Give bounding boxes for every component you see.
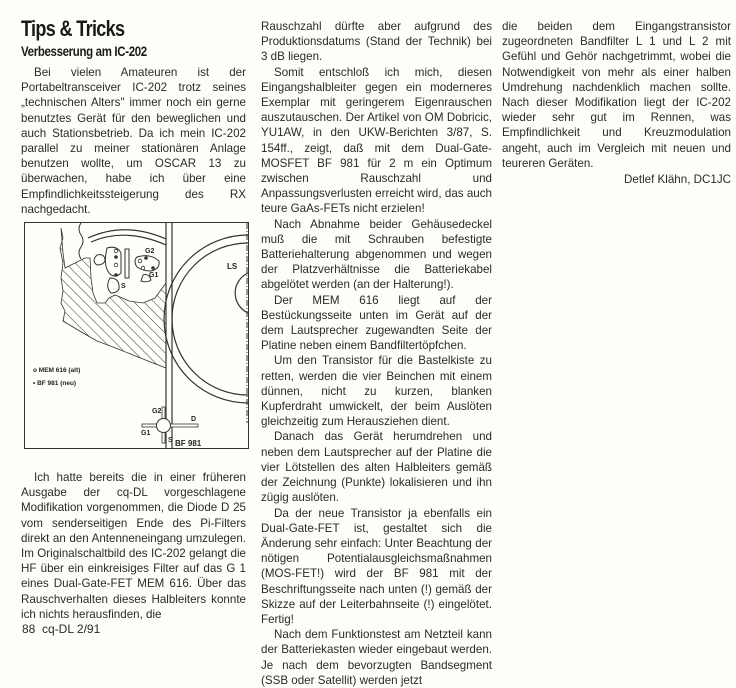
pcb-pad — [108, 278, 119, 293]
pin-new — [144, 256, 148, 260]
pin-label-s: S — [168, 437, 173, 444]
paragraph: Der MEM 616 liegt auf der Bestückungsseite unten im Gerät auf der dem Lautsprecher zugewandten Seite der Platine neben einem Bandfiltertöpfchen. — [261, 293, 492, 353]
pin-old — [114, 249, 118, 253]
pcb-pad — [94, 255, 105, 265]
pcb-pad — [105, 247, 121, 276]
pin-old — [138, 259, 142, 263]
circuit-figure — [24, 222, 249, 449]
legend-new: • BF 981 (neu) — [33, 380, 77, 387]
board-break-line — [79, 223, 83, 259]
speaker-outer-arc — [164, 235, 248, 403]
speaker-magnet-arc — [235, 273, 248, 313]
transistor-lead-g1 — [142, 424, 157, 427]
pin-label-g1: G1 — [141, 430, 151, 437]
board-pin-label-g1: G1 — [149, 272, 159, 279]
author-signature: Detlef Klähn, DC1JC — [624, 173, 731, 187]
column-1-top — [21, 65, 246, 217]
pin-new — [151, 266, 155, 270]
pin-new — [114, 273, 118, 277]
page-footer: 88 cq-DL 2/91 — [22, 622, 101, 636]
transistor-lead-d — [170, 424, 198, 427]
paragraph-continuation: Rauschzahl dürfte aber aufgrund des Produktionsdatums (Stand der Technik) bei 3 dB liegen. — [261, 20, 492, 64]
paragraph: Nach dem Funktionstest am Netzteil kann der Batteriekasten wieder eingebaut werden. Je nach dem bevorzugten Bandsegment (SSB oder Satellit) werden jetzt — [261, 628, 492, 687]
pin-old — [141, 266, 145, 270]
paragraph: Da der neue Transistor ja ebenfalls ein Dual-Gate-FET ist, gestaltet sich die Änderung sehr einfach: Unter Beachtung der nötigen Potentialausgleichsmaßnahmen (MOS-FET!) wird der BF 981 mit der Beschriftungsseite nach unten (!) gemäß der Skizze auf der Leiterbahnseite (!) eingelötet. Fertig! — [261, 506, 492, 626]
transistor-name: BF 981 — [175, 439, 202, 448]
pin-label-g2: G2 — [152, 408, 162, 415]
pcb-diagram — [25, 223, 248, 448]
paragraph: Danach das Gerät herumdrehen und neben dem Lautsprecher auf der Platine die vier Lötstellen des alten Halbleiters gemäß der Zeichnung (Punkte) lokalisieren und ihn zügig auslöten. — [261, 430, 492, 505]
paragraph: Ich hatte bereits die in einer früheren Ausgabe der cq-DL vorgeschlagene Modifikation vorgenommen, die Diode D 25 vom senderseitigen Ende des Pi-Filters direkt an den Antenneneingang umzulegen. Im Originalschaltbild des IC-202 gelangt die HF über ein einkreisiges Filter auf das G 1 eines Dual-Gate-FET MEM 616. Über das Rauschverhalten dieses Halbleiters konnte ich nichts herausfinden, die — [21, 471, 246, 621]
paragraph: Um den Transistor für die Bastelkiste zu retten, werden die vier Beinchen mit einem dünnen, nicht zu kurzen, blanken Kupferdraht umwickelt, der beim Auslöten gleichzeitig zum Herausziehen dient. — [261, 354, 492, 429]
pin-label-d: D — [191, 416, 197, 423]
article-title: Verbesserung am IC-202 — [21, 44, 147, 59]
speaker-label: LS — [227, 262, 238, 271]
pin-old — [114, 263, 118, 267]
transistor-body — [157, 419, 171, 433]
paragraph: Somit entschloß ich mich, diesen Eingangshalbleiter gegen ein moderneres Exemplar mit geringerem Eigenrauschen auszutauschen. Der Artikel von OM Dobricic, YU1AW, in den UKW-Berichten 3/87, S. 154ff., zeigt, daß mit dem Dual-Gate-MOSFET BF 981 für 2 m ein Optimum zwischen Rauschzahl und Anpassungsverlusten erreicht wird, das auch teure GaAs-FETs nicht erzielen! — [261, 65, 492, 216]
pin-new — [114, 255, 118, 259]
legend-old: o MEM 616 (alt) — [33, 367, 81, 374]
paragraph: Nach Abnahme beider Gehäusedeckel muß die mit Schrauben befestigte Batteriehalterung abgenommen und wegen der Platzverhältnisse die Batteriekabel abgelötet werden (an der Halterung!). — [261, 217, 492, 292]
column-2 — [261, 19, 492, 688]
board-pin-label-g2: G2 — [145, 248, 155, 255]
paragraph: Bei vielen Amateuren ist der Portabeltransceiver IC-202 trotz seines „technischen Alters" immer noch ein gerne benutztes Gerät für den beweglichen und auch Stationsbetrieb. Da ich mein IC-202 parallel zu meiner stationären Anlage benutzen wollte, um OSCAR 13 zu überwachen, habe ich über eine Empfindlichkeitssteigerung des RX nachgedacht. — [21, 66, 246, 216]
pcb-trace — [125, 249, 129, 278]
board-pin-label-s: S — [121, 283, 126, 290]
column-3 — [502, 19, 731, 187]
paragraph-continuation: die beiden dem Eingangstransistor zugeordneten Bandfilter L 1 und L 2 mit Gefühl und Gehör nachgetrimmt, wobei die Notwendigkeit von mehr als einer halben Umdrehung nachdenklich machen sollte. Nach dieser Modifikation liegt der IC-202 wieder sehr gut im Rennen, was Empfindlichkeit und Kreuzmodulation angeht, auch im Vergleich mit neuen und teureren Geräten. — [502, 20, 731, 170]
section-title: Tips & Tricks — [21, 16, 125, 41]
column-1-bottom — [21, 470, 246, 622]
